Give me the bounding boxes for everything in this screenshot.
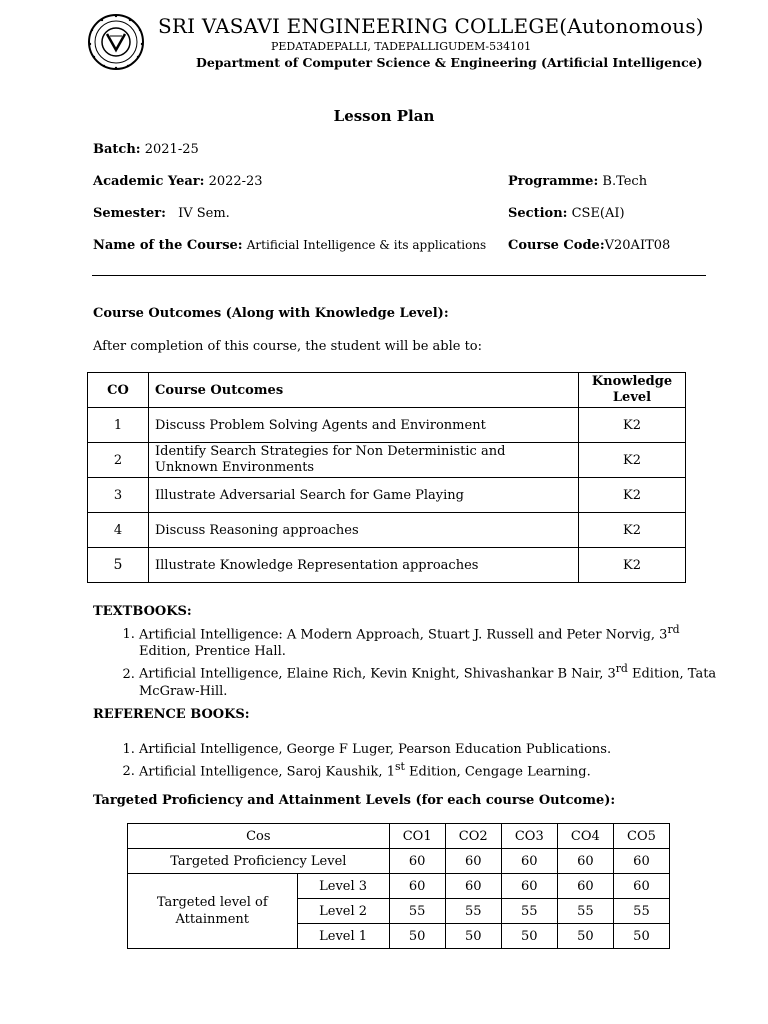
document-title: Lesson Plan (333, 107, 435, 125)
reference-1-text: Artificial Intelligence, George F Luger, Pearson Education Publications. (139, 742, 612, 757)
level-cell: 60 (389, 874, 445, 899)
academic-year-field (93, 174, 263, 189)
reference-2-sup: st (394, 760, 405, 773)
attainment-table (127, 823, 670, 949)
level-cell: 55 (613, 899, 669, 924)
course-name-value: Artificial Intelligence & its applications (246, 238, 487, 252)
level-cell: 60 (557, 874, 613, 899)
academic-year-label: Academic Year: (93, 174, 205, 189)
level-cell: 55 (557, 899, 613, 924)
co-number: 3 (88, 478, 149, 513)
reference-2-text: Artificial Intelligence, Saroj Kaushik, 1 (139, 764, 395, 780)
textbooks-list (93, 621, 729, 700)
section-value: CSE(AI) (571, 206, 625, 221)
table-row (88, 443, 686, 478)
table-row (88, 548, 686, 583)
table-row (88, 513, 686, 548)
co-number: 2 (88, 443, 149, 478)
level-cell: 55 (389, 899, 445, 924)
course-code-field (508, 238, 670, 253)
cos-cell: CO5 (613, 824, 669, 849)
textbook-1-text: Artificial Intelligence: A Modern Approach, Stuart J. Russell and Peter Norvig, 3 (139, 627, 668, 643)
course-code-value: V20AIT08 (604, 238, 671, 253)
college-name: SRI VASAVI ENGINEERING COLLEGE(Autonomous) (158, 14, 704, 38)
textbook-2-sup: rd (615, 662, 628, 676)
list-item (139, 741, 729, 758)
level-cell: 50 (501, 924, 557, 949)
college-address: PEDATADEPALLI, TADEPALLIGUDEM-534101 (271, 40, 532, 53)
co-text: Identify Search Strategies for Non Deterministic and Unknown Environments (149, 443, 579, 478)
department-name: Department of Computer Science & Engineering (Artificial Intelligence) (196, 55, 703, 70)
proficiency-cell: 60 (501, 849, 557, 874)
table-header-row (88, 373, 686, 408)
reference-books-list (93, 741, 729, 780)
outcomes-intro: After completion of this course, the student will be able to: (93, 339, 483, 354)
co-number: 4 (88, 513, 149, 548)
proficiency-label: Targeted Proficiency Level (128, 849, 390, 874)
textbook-2-rest: Edition, Tata McGraw-Hill. (139, 666, 717, 699)
co-number: 5 (88, 548, 149, 583)
divider-line (92, 275, 706, 276)
level-name: Level 2 (297, 899, 389, 924)
programme-field (508, 174, 647, 189)
textbook-2-text: Artificial Intelligence, Elaine Rich, Kevin Knight, Shivashankar B Nair, 3 (139, 666, 616, 682)
list-item (139, 660, 729, 699)
knowledge-level-header: Knowledge Level (579, 373, 686, 408)
level-cell: 50 (613, 924, 669, 949)
reference-books-heading: REFERENCE BOOKS: (93, 707, 250, 722)
course-outcomes-table (87, 372, 686, 583)
level-cell: 55 (501, 899, 557, 924)
co-level: K2 (579, 513, 686, 548)
proficiency-cell: 60 (557, 849, 613, 874)
section-label: Section: (508, 206, 568, 221)
list-item (139, 621, 729, 660)
course-code-label: Course Code: (508, 238, 605, 253)
proficiency-cell: 60 (389, 849, 445, 874)
cos-cell: CO2 (445, 824, 501, 849)
cos-cell: CO4 (557, 824, 613, 849)
level-cell: 60 (445, 874, 501, 899)
batch-label: Batch: (93, 142, 141, 157)
level-cell: 50 (389, 924, 445, 949)
level-cell: 55 (445, 899, 501, 924)
proficiency-cell: 60 (445, 849, 501, 874)
cos-label: Cos (128, 824, 390, 849)
semester-value: IV Sem. (178, 206, 230, 221)
semester-field (93, 206, 230, 221)
co-level: K2 (579, 478, 686, 513)
course-name-label: Name of the Course: (93, 238, 243, 253)
level-name: Level 1 (297, 924, 389, 949)
course-outcomes-header: Course Outcomes (149, 373, 579, 408)
level-cell: 50 (557, 924, 613, 949)
batch-value: 2021-25 (144, 142, 199, 157)
level-cell: 50 (445, 924, 501, 949)
co-level: K2 (579, 443, 686, 478)
textbook-1-sup: rd (667, 623, 680, 636)
co-text: Discuss Problem Solving Agents and Environment (149, 408, 579, 443)
proficiency-cell: 60 (613, 849, 669, 874)
cos-row (128, 824, 670, 849)
batch-field (93, 142, 199, 157)
co-level: K2 (579, 548, 686, 583)
list-item (139, 758, 729, 780)
level-name: Level 3 (297, 874, 389, 899)
co-text: Illustrate Adversarial Search for Game Playing (149, 478, 579, 513)
level-cell: 60 (613, 874, 669, 899)
attainment-heading: Targeted Proficiency and Attainment Levels (for each course Outcome): (93, 793, 616, 808)
attainment-label: Targeted level of Attainment (128, 874, 298, 949)
co-text: Illustrate Knowledge Representation approaches (149, 548, 579, 583)
co-text: Discuss Reasoning approaches (149, 513, 579, 548)
cos-cell: CO1 (389, 824, 445, 849)
course-name-field (93, 238, 486, 253)
reference-2-rest: Edition, Cengage Learning. (404, 764, 591, 780)
section-field (508, 206, 625, 221)
cos-cell: CO3 (501, 824, 557, 849)
table-row (88, 478, 686, 513)
semester-label: Semester: (93, 206, 166, 221)
proficiency-row (128, 849, 670, 874)
co-level: K2 (579, 408, 686, 443)
college-logo (80, 12, 152, 72)
co-number: 1 (88, 408, 149, 443)
textbooks-heading: TEXTBOOKS: (93, 604, 192, 619)
textbook-1-rest: Edition, Prentice Hall. (139, 644, 286, 660)
level-cell: 60 (501, 874, 557, 899)
programme-label: Programme: (508, 174, 599, 189)
outcomes-heading: Course Outcomes (Along with Knowledge Level): (93, 306, 449, 321)
table-row (88, 408, 686, 443)
co-header: CO (88, 373, 149, 408)
academic-year-value: 2022-23 (208, 174, 263, 189)
programme-value: B.Tech (602, 174, 648, 189)
level-3-row (128, 874, 670, 899)
